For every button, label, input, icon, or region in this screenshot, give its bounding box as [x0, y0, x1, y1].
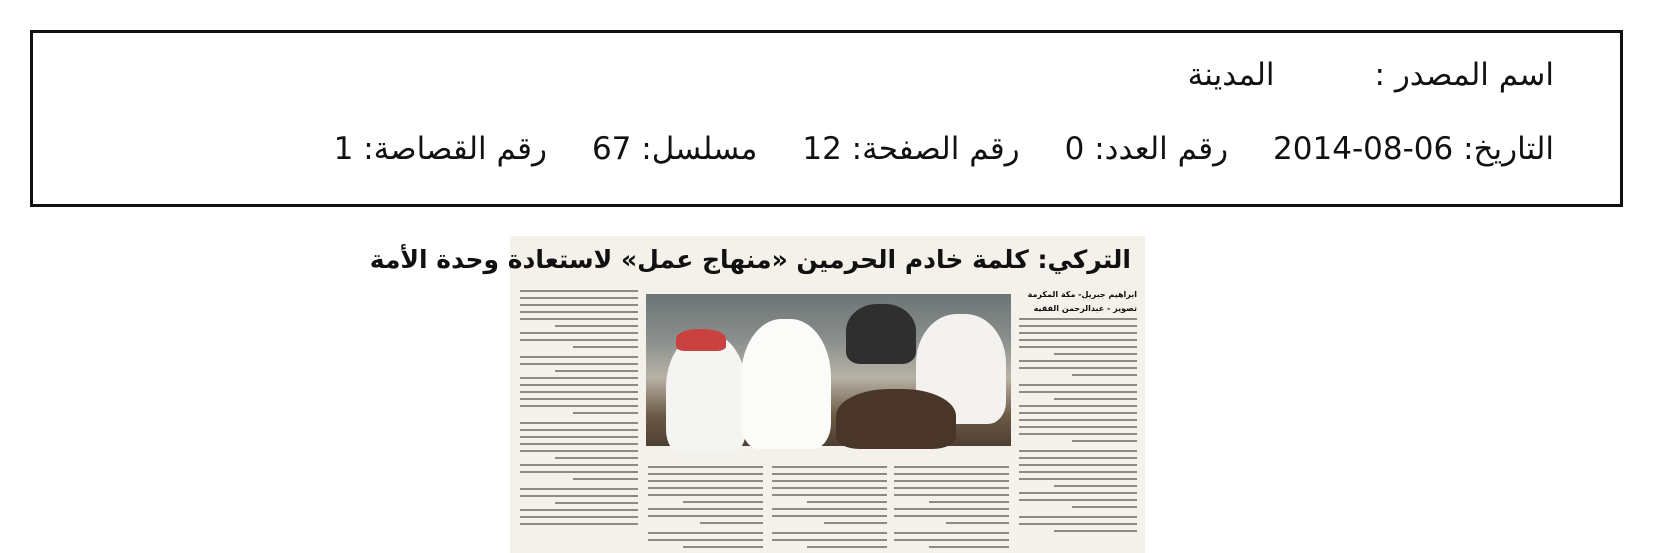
page-number-field: رقم الصفحة: 12 — [802, 131, 1020, 167]
source-label: اسم المصدر : — [1374, 57, 1554, 93]
clipping-metadata-box — [30, 30, 1623, 207]
serial-field: مسلسل: 67 — [591, 131, 758, 167]
article-byline-reporter: ابراهيم جبريل- مكة المكرمة — [1027, 290, 1137, 299]
newspaper-clipping — [369, 236, 1145, 553]
article-body-text — [1019, 318, 1137, 532]
clipping-number-field: رقم القصاصة: 1 — [333, 131, 547, 167]
source-value: المدينة — [1187, 57, 1275, 93]
issue-number-field: رقم العدد: 0 — [1064, 131, 1229, 167]
article-column-mid-3 — [648, 466, 763, 553]
article-column-mid-1 — [894, 466, 1009, 553]
article-byline-photographer: تصوير - عبدالرحمن الفقيه — [1033, 304, 1137, 313]
details-line — [73, 129, 1554, 169]
article-column-mid-2 — [772, 466, 887, 553]
article-column-left — [520, 290, 638, 553]
source-line — [73, 55, 1554, 95]
article-headline: التركي: كلمة خادم الحرمين «منهاج عمل» لاستعادة وحدة الأمة — [369, 245, 1131, 274]
date-field: التاريخ: 06-08-2014 — [1273, 131, 1554, 167]
article-column-right — [1019, 290, 1137, 553]
article-photo — [646, 294, 1011, 446]
